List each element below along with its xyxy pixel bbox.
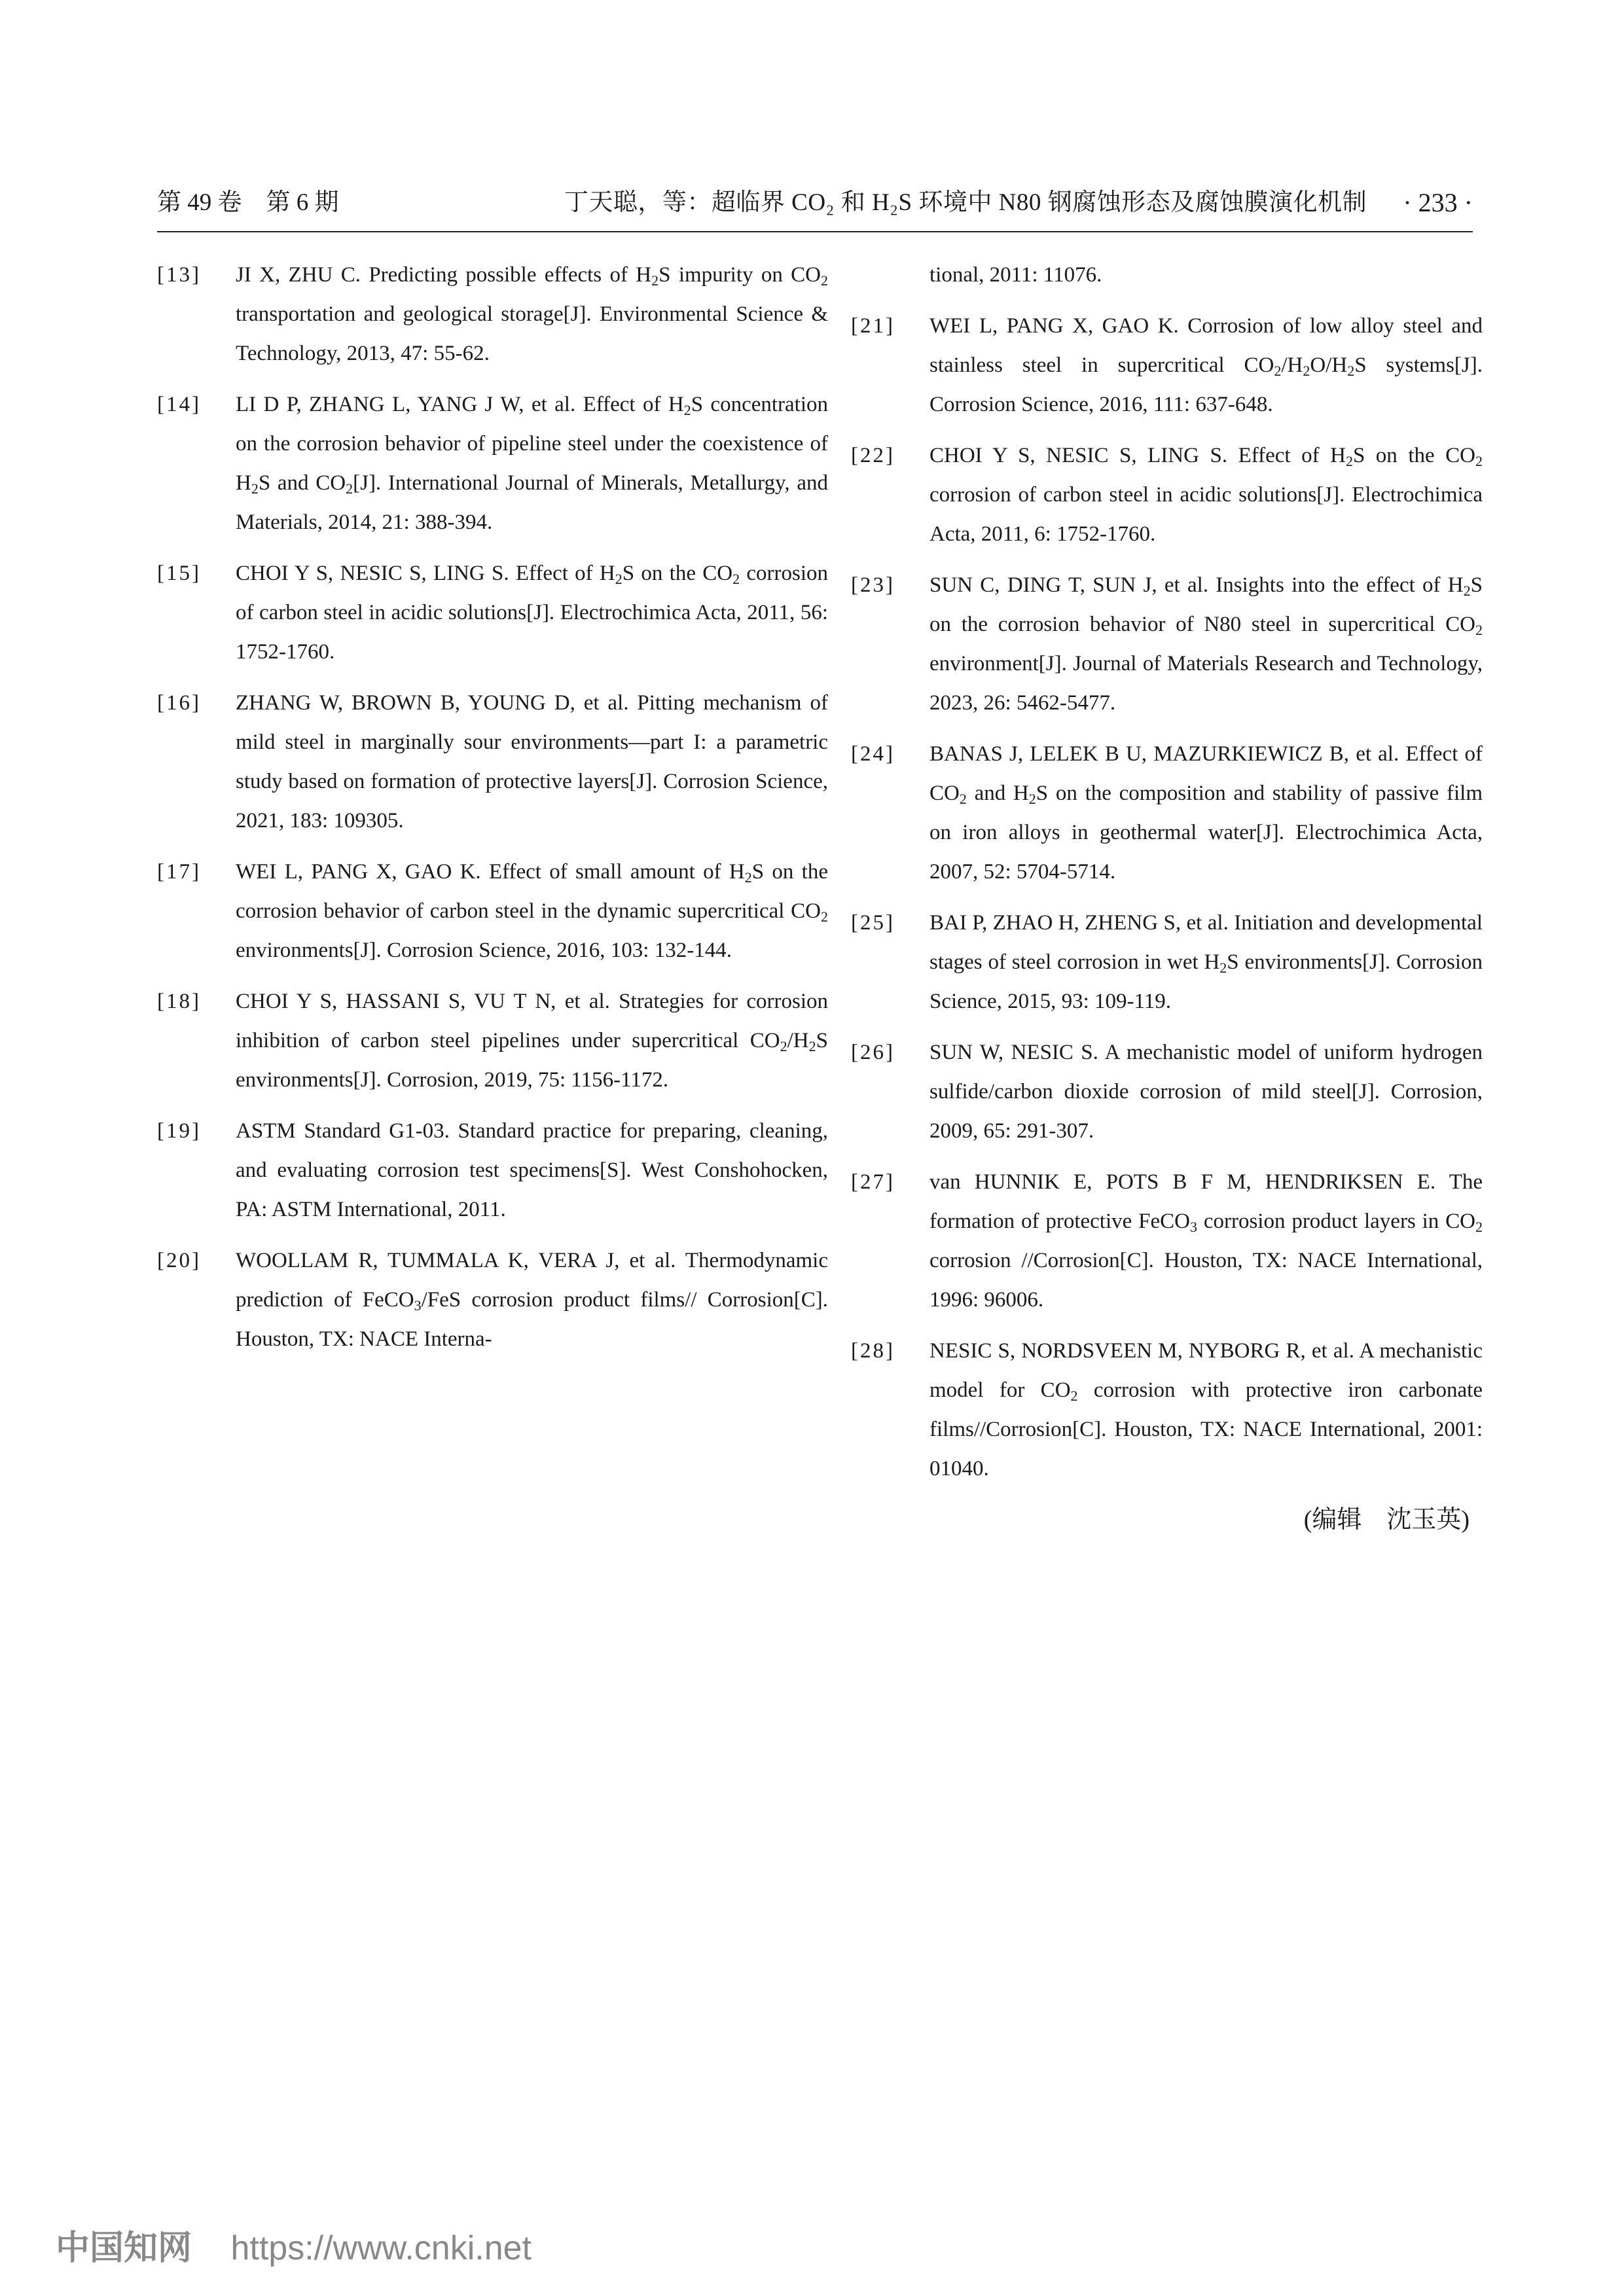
- reference-item: [157, 1111, 828, 1229]
- reference-number: [28]: [851, 1339, 895, 1363]
- reference-item: [157, 385, 828, 542]
- reference-text: LI D P, ZHANG L, YANG J W, et al. Effect of $H_2S$ concentration on the corrosion behavior of pipeline steel under the coexistence of $H_2S$ and $CO_2[J]$. International Journal of Minerals, Metallurgy, and Materials, 2014, 21: 388-394.: [236, 393, 829, 534]
- reference-continuation: tional, 2011: 11076.: [929, 263, 1102, 287]
- reference-text: CHOI Y S, NESIC S, LING S. Effect of $H_2S$ on the $CO_2$ corrosion of carbon steel in acidic solutions[J]. Electrochimica Acta, 2011, 56: 1752-1760.: [236, 562, 828, 664]
- cnki-url[interactable]: https://www.cnki.net: [230, 2229, 532, 2267]
- reference-text: WEI L, PANG X, GAO K. Corrosion of low alloy steel and stainless steel in supercritical $CO_2/H_2O/H_2S$ systems[J]. Corrosion Science, 2016, 111: 637-648.: [929, 314, 1483, 416]
- reference-item: [851, 1033, 1483, 1151]
- reference-text: WOOLLAM R, TUMMALA K, VERA J, et al. Thermodynamic prediction of FeCO$_3$/FeS corrosion product films// Corrosion[C]. Houston, TX: NACE Interna-: [236, 1249, 828, 1351]
- reference-text: NESIC S, NORDSVEEN M, NYBORG R, et al. A mechanistic model for $CO_2$ corrosion with protective iron carbonate films//Corrosion[C]. Houston, TX: NACE International, 2001: 01040.: [929, 1339, 1483, 1480]
- reference-text: BANAS J, LELEK B U, MAZURKIEWICZ B, et al. Effect of $CO_2$ and $H_2S$ on the composition and stability of passive film on iron alloys in geothermal water[J]. Electrochimica Acta, 2007, 52: 5704-5714.: [929, 742, 1483, 884]
- cnki-brand: 中国知网: [56, 2229, 192, 2267]
- left-reference-column: [157, 255, 828, 1371]
- reference-text: van HUNNIK E, POTS B F M, HENDRIKSEN E. The formation of protective FeCO$_3$ corrosion product layers in $CO_2$ corrosion //Corrosion[C]. Houston, TX: NACE International, 1996: 96006.: [929, 1170, 1483, 1312]
- reference-item: [851, 306, 1483, 424]
- header-rule: [157, 231, 1473, 232]
- journal-volume-issue: 第 49 卷 第 6 期: [157, 189, 339, 216]
- reference-number: [22]: [851, 444, 895, 467]
- reference-text: ZHANG W, BROWN B, YOUNG D, et al. Pitting mechanism of mild steel in marginally sour environments—part I: a parametric study based on formation of protective layers[J]. Corrosion Science, 2021, 183: 109305.: [236, 691, 828, 833]
- reference-text: ASTM Standard G1-03. Standard practice for preparing, cleaning, and evaluating corrosion test specimens[S]. West Conshohocken, PA: ASTM International, 2011.: [236, 1119, 828, 1221]
- reference-number: [17]: [157, 860, 201, 884]
- right-reference-list: [851, 306, 1483, 1488]
- running-title: 丁天聪，等：超临界 CO₂ 和 H₂S 环境中 N80 钢腐蚀形态及腐蚀膜演化机制: [564, 189, 1367, 216]
- reference-item: [157, 982, 828, 1100]
- reference-item: [851, 903, 1483, 1021]
- reference-number: [21]: [851, 314, 895, 338]
- reference-item: [851, 1331, 1483, 1488]
- reference-item: [851, 436, 1483, 554]
- reference-text: WEI L, PANG X, GAO K. Effect of small amount of $H_2S$ on the corrosion behavior of carbon steel in the dynamic supercritical $CO_2$ environments[J]. Corrosion Science, 2016, 103: 132-144.: [236, 860, 828, 962]
- reference-item: [157, 852, 828, 970]
- reference-item: [157, 1241, 828, 1359]
- reference-number: [18]: [157, 990, 201, 1013]
- page-footer: [56, 2225, 532, 2271]
- reference-text: JI X, ZHU C. Predicting possible effects of $H_2S$ impurity on $CO_2$ transportation and geological storage[J]. Environmental Science & Technology, 2013, 47: 55-62.: [236, 263, 829, 365]
- reference-text: SUN C, DING T, SUN J, et al. Insights into the effect of $H_2S$ on the corrosion behavior of N80 steel in supercritical $CO_2$ environment[J]. Journal of Materials Research and Technology, 2023, 26: 5462-5477.: [929, 573, 1483, 715]
- reference-number: [19]: [157, 1119, 201, 1143]
- reference-number: [24]: [851, 742, 895, 766]
- reference-item: [851, 734, 1483, 891]
- reference-text: BAI P, ZHAO H, ZHENG S, et al. Initiation and developmental stages of steel corrosion in wet $H_2S$ environments[J]. Corrosion Science, 2015, 93: 109-119.: [929, 911, 1483, 1013]
- reference-item: [157, 255, 828, 373]
- reference-number: [26]: [851, 1041, 895, 1064]
- reference-text: CHOI Y S, HASSANI S, VU T N, et al. Strategies for corrosion inhibition of carbon steel pipelines under supercritical $CO_2/H_2S$ environments[J]. Corrosion, 2019, 75: 1156-1172.: [236, 990, 828, 1092]
- reference-number: [15]: [157, 562, 201, 585]
- right-reference-column: [851, 255, 1483, 1539]
- reference-item: [851, 565, 1483, 723]
- reference-number: [20]: [157, 1249, 201, 1272]
- reference-number: [16]: [157, 691, 201, 715]
- reference-number: [14]: [157, 393, 201, 416]
- reference-item: [157, 683, 828, 840]
- reference-text: CHOI Y S, NESIC S, LING S. Effect of $H_2S$ on the $CO_2$ corrosion of carbon steel in acidic solutions[J]. Electrochimica Acta, 2011, 6: 1752-1760.: [929, 444, 1483, 546]
- editor-credit: (编辑 沈玉英): [1303, 1506, 1470, 1534]
- reference-item: [157, 554, 828, 672]
- reference-item: [851, 1162, 1483, 1319]
- reference-number: [23]: [851, 573, 895, 597]
- page-number: · 233 ·: [1403, 188, 1473, 217]
- page-header: [157, 183, 1473, 223]
- reference-number: [25]: [851, 911, 895, 935]
- reference-number: [13]: [157, 263, 201, 287]
- reference-number: [27]: [851, 1170, 895, 1194]
- reference-text: SUN W, NESIC S. A mechanistic model of uniform hydrogen sulfide/carbon dioxide corrosion of mild steel[J]. Corrosion, 2009, 65: 291-307.: [929, 1041, 1483, 1143]
